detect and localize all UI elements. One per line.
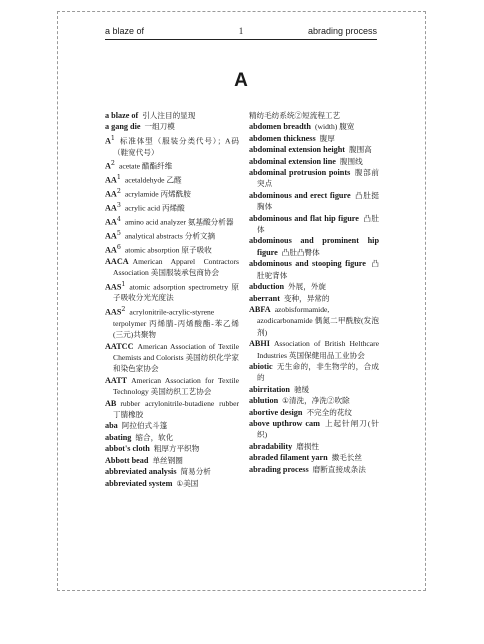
entry-headword: abdominous and erect figure (249, 190, 351, 200)
entry-headword: Abbott bead (105, 455, 149, 465)
dictionary-entry (249, 395, 379, 406)
entry-definition: 腹围线 (339, 156, 363, 166)
entry-definition: 阿拉伯式斗篷 (121, 421, 168, 431)
entry-definition: ①清洗，净洗②吹除 (282, 396, 350, 406)
entry-headword: a gang die (105, 122, 141, 132)
entry-definition: azobisformamide, azodicarbonamide 偶氮二甲酰胺(发泡剂) (257, 304, 379, 337)
dictionary-entry (105, 256, 239, 279)
entry-definition: 擞毛长丝 (331, 453, 363, 463)
entry-definition: American Apparel Contractors Association 美国服装承包商协会 (113, 256, 239, 278)
entry-definition: 无生命的，非生物学的，合成的 (257, 361, 379, 383)
dictionary-entry (105, 279, 239, 304)
entry-superscript: 2 (116, 188, 121, 196)
entry-headword: abdominous and stooping figure (249, 259, 366, 269)
entry-headword: abdominal extension height (249, 145, 345, 155)
entry-headword: abdominal protrusion points (249, 168, 351, 178)
dictionary-entry (105, 304, 239, 341)
entry-definition: acrylonitrile-acrylic-styrene terpolymer 丙烯腈-丙烯酸酯-苯乙烯(三元)共聚物 (113, 307, 239, 340)
dictionary-entry (249, 156, 379, 167)
running-head (105, 26, 377, 40)
entry-headword: ABHI (249, 339, 270, 349)
entry-definition: 腹厚 (319, 133, 335, 143)
entry-headword: A (105, 136, 111, 146)
page-number: 1 (238, 26, 244, 36)
dictionary-entry (105, 455, 239, 466)
entry-headword: AATT (105, 375, 128, 385)
entry-headword: abating (105, 432, 132, 442)
entry-superscript: 2 (121, 305, 126, 313)
dictionary-entry (105, 375, 239, 398)
dictionary-entry (105, 110, 239, 121)
dictionary-entry (105, 121, 239, 132)
dictionary-entry (249, 235, 379, 258)
entry-headword: abraded filament yarn (249, 453, 328, 463)
entry-definition: amino acid analyzer 氨基酸分析器 (124, 217, 234, 227)
entry-headword: aberrant (249, 293, 280, 303)
dictionary-entry (249, 190, 379, 213)
dictionary-entry (249, 167, 379, 190)
entry-headword: AATCC (105, 341, 134, 351)
entry-definition: 一组刀模 (144, 122, 175, 132)
left-column (105, 110, 239, 489)
entry-headword: A (105, 161, 111, 171)
entry-definition: 磨损性 (296, 441, 320, 451)
dictionary-entry (249, 121, 379, 132)
entry-definition: Association of British Helthcare Industries 英国保健用品工业协会 (257, 339, 379, 360)
entry-headword: abirritation (249, 384, 290, 394)
entry-definition: acetate 醋酯纤维 (118, 161, 173, 171)
dictionary-entry (249, 110, 379, 121)
entry-headword: abbreviated system (105, 478, 173, 488)
dictionary-entry (105, 478, 239, 489)
entry-definition: atomic adsorption spectrometry 原子吸收分光光度法 (113, 282, 239, 303)
entry-definition: 磨断直接成条法 (312, 464, 366, 474)
dictionary-entry (105, 341, 239, 375)
entry-headword: abdominous and prominent hip figure (249, 236, 379, 257)
dictionary-entry (105, 228, 239, 242)
entry-definition: analytical abstracts 分析文摘 (124, 231, 216, 241)
entry-headword: AA (105, 217, 117, 227)
dictionary-entry (249, 441, 379, 452)
entry-definition: 缩合，软化 (135, 432, 174, 442)
dictionary-entry (249, 144, 379, 155)
entry-definition: acrylic acid 丙烯酸 (124, 203, 185, 213)
dictionary-entry (105, 133, 239, 158)
entry-definition: acetaldehyde 乙醛 (124, 175, 182, 185)
entry-definition: acrylamide 丙烯酰胺 (124, 189, 191, 199)
dictionary-entry (249, 452, 379, 463)
entry-superscript: 1 (121, 280, 126, 288)
entry-headword: abduction (249, 282, 285, 292)
entry-definition: 凸肚凸臀体 (281, 247, 320, 257)
entry-superscript: 6 (116, 243, 121, 251)
entry-definition: rubber acrylonitrile-butadiene rubber 丁腈橡胶 (113, 398, 239, 420)
entry-headword: AA (105, 231, 117, 241)
entry-superscript: 1 (116, 174, 121, 182)
dictionary-entry (105, 186, 239, 200)
entry-definition: American Association for Textile Technology 美国纺织工艺协会 (113, 375, 239, 397)
dictionary-entry (105, 172, 239, 186)
entry-definition: 凸肚挺胸体 (257, 190, 379, 212)
entry-headword: AAS (105, 307, 122, 317)
entry-definition: 引人注目的显现 (142, 111, 196, 120)
dictionary-entry (249, 293, 379, 304)
entry-definition: ①美国 (176, 478, 199, 488)
entry-headword: AA (105, 203, 117, 213)
entry-definition: (width) 腹宽 (314, 122, 355, 132)
entry-definition: 简易分析 (180, 467, 211, 477)
entry-definition: 粗厚方平织物 (153, 444, 200, 454)
header-last-guide-word: abrading process (307, 26, 377, 36)
dictionary-entry (249, 213, 379, 236)
entry-definition: 驰缓 (293, 384, 310, 394)
entry-definition: 外展，外旋 (288, 282, 327, 292)
entry-definition: 单丝钢圈 (152, 455, 183, 465)
dictionary-entry (249, 464, 379, 475)
dictionary-entry (105, 200, 239, 214)
entry-headword: abiotic (249, 361, 273, 371)
entry-headword: AAS (105, 282, 122, 292)
entry-definition: 不完全的花纹 (306, 407, 353, 417)
dictionary-entry (105, 242, 239, 256)
dictionary-entry (105, 158, 239, 172)
dictionary-entry (249, 304, 379, 338)
entry-headword: AACA (105, 256, 129, 266)
entry-headword: above upthrow cam (249, 418, 320, 428)
entry-definition: 精纺毛纺系统②短流程工艺 (249, 111, 341, 120)
dictionary-entry (105, 466, 239, 477)
entry-headword: AA (105, 245, 117, 255)
entry-headword: abbot's cloth (105, 444, 150, 454)
entry-definition: 凸肚驼背体 (257, 259, 379, 280)
entry-headword: abrading process (249, 464, 309, 474)
entry-definition: 凸肚体 (257, 213, 379, 235)
entry-definition: 上起针闸刀(针织) (257, 418, 380, 440)
header-first-guide-word: a blaze of (105, 26, 145, 36)
entry-headword: AB (105, 398, 117, 408)
entry-headword: a blaze of (105, 111, 139, 120)
entry-headword: abbreviated analysis (105, 467, 177, 477)
entry-headword: ablution (249, 396, 279, 406)
dictionary-entry (249, 258, 379, 281)
entry-headword: abortive design (249, 407, 303, 417)
entry-definition: atomic absorption 原子吸收 (124, 245, 212, 255)
entry-superscript: 5 (116, 229, 121, 237)
dictionary-entry (105, 432, 239, 443)
dictionary-entry (249, 281, 379, 292)
entry-definition: 腹部前突点 (257, 168, 380, 189)
dictionary-entry (249, 418, 379, 441)
dictionary-entry (249, 133, 379, 144)
entry-headword: abdomen thickness (249, 133, 316, 143)
dictionary-entry (105, 443, 239, 454)
entry-superscript: 3 (116, 201, 121, 209)
entry-definition: American Association of Textile Chemists and Colorists 美国纺织化学家和染色家协会 (113, 341, 239, 374)
dictionary-entry (249, 338, 379, 361)
entry-definition: 标准体型（服装分类代号）；A码（鞋宽代号） (113, 136, 239, 157)
entry-headword: abradability (249, 441, 293, 451)
right-column (249, 110, 379, 475)
dictionary-entry (105, 398, 239, 421)
entry-superscript: 4 (116, 215, 121, 223)
entry-definition: 变种，异常的 (283, 293, 330, 303)
dictionary-entry (105, 214, 239, 228)
entry-headword: AA (105, 189, 117, 199)
entry-headword: AA (105, 175, 117, 185)
dictionary-entry (105, 420, 239, 431)
entry-superscript: 2 (110, 160, 115, 168)
dictionary-entry (249, 384, 379, 395)
entry-definition: 腹围高 (349, 145, 372, 155)
entry-headword: abdominous and flat hip figure (249, 213, 359, 223)
dictionary-entry (249, 407, 379, 418)
entry-headword: abdominal extension line (249, 156, 336, 166)
entry-superscript: 1 (110, 134, 115, 142)
dictionary-entry (249, 361, 379, 384)
entry-headword: abdomen breadth (249, 122, 311, 132)
entry-headword: aba (105, 421, 118, 431)
entry-headword: ABFA (249, 304, 271, 314)
section-letter: A (234, 70, 248, 91)
